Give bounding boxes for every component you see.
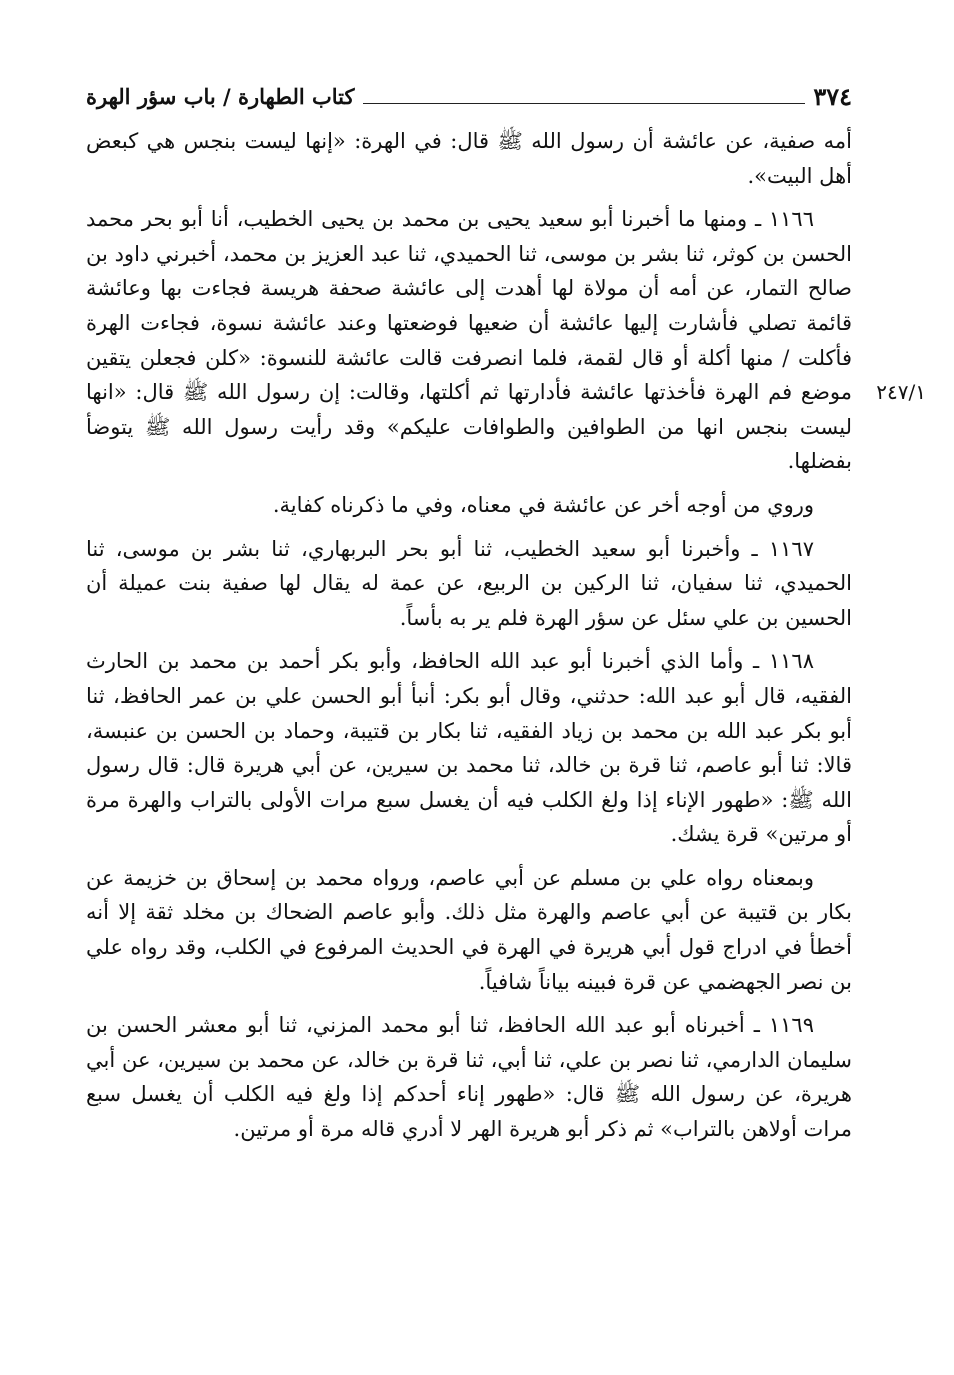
margin-reference: ٢٤٧/١ <box>876 380 926 404</box>
paragraph-hadith-1166: ١١٦٦ ـ ومنها ما أخبرنا أبو سعيد يحيى بن محمد بن يحيى الخطيب، أنا أبو بحر محمد الحسن بن كوثر، ثنا بشر بن موسى، ثنا الحميدي، ثنا عبد العزيز بن محمد، أخبرني داود بن صالح التمار، عن أمه أن مولاة لها أهدت إلى عائشة صحفة هريسة فجاءت بها وعائشة قائمة تصلي فأشارت إليها عائشة أن ضعيها فوضعتها وعند عائشة نسوة، فجاءت الهرة فأكلت / منها أكلة أو قال لقمة، فلما انصرفت قالت عائشة للنسوة: «كلن فجعلن يتقين موضع فم الهرة فأخذتها عائشة فأدارتها ثم أكلتها، وقالت: إن رسول الله ﷺ قال: «انها ليست بنجس انها من الطوافين والطوافات عليكم» وقد رأيت رسول الله ﷺ يتوضأ بفضلها. <box>86 207 852 474</box>
paragraph-hadith-1169: ١١٦٩ ـ أخبرناه أبو عبد الله الحافظ، ثنا أبو محمد المزني، ثنا أبو معشر الحسن بن سليمان الدارمي، ثنا نصر بن علي، ثنا أبي، ثنا قرة بن خالد، عن محمد بن سيرين، عن أبي هريرة، عن رسول الله ﷺ قال: «طهور إناء أحدكم إذا ولغ فيه الكلب أن يغسل سبع مرات أولاهن بالتراب» ثم ذكر أبو هريرة الهر لا أدري قاله مرة أو مرتين. <box>86 1013 853 1142</box>
paragraph-commentary: وبمعناه رواه علي بن مسلم عن أبي عاصم، ورواه محمد بن إسحاق بن خزيمة عن بكار بن قتيبة عن أبي عاصم والهرة مثل ذلك. وأبو عاصم الضحاك بن مخلد ثقة إلا أنه أخطأ في ادراج قول أبي هريرة في الهرة في الحديث المرفوع في الكلب، وقد رواه علي بن نصر الجهضمي عن قرة فبينه بياناً شافياً. <box>86 865 852 994</box>
paragraph-note: وروي من أوجه أخر عن عائشة في معناه، وفي ما ذكرناه كفاية. <box>272 492 814 517</box>
page-header <box>86 72 852 112</box>
paragraph-hadith-1168: ١١٦٨ ـ وأما الذي أخبرنا أبو عبد الله الحافظ، وأبو بكر أحمد بن محمد بن الحارث الفقيه، قال أبو عبد الله: حدثني، وقال أبو بكر: أنبأ أبو الحسن علي بن عمر الحافظ، ثنا أبو بكر عبد الله بن محمد بن زياد الفقيه، ثنا بكار بن قتيبة، وحماد بن الحسن بن عنبسة، قالا: ثنا أبو عاصم، ثنا قرة بن خالد، ثنا محمد بن سيرين، عن أبي هريرة قال: قال رسول الله ﷺ: «طهور الإناء إذا ولغ الكلب فيه أن يغسل سبع مرات الأولى بالتراب والهرة مرة أو مرتين» قرة يشك. <box>86 649 852 847</box>
running-title: كتاب الطهارة / باب سؤر الهرة <box>86 84 355 109</box>
paragraph-continuation: أمه صفية، عن عائشة أن رسول الله ﷺ قال: في الهرة: «إنها ليست بنجس هي كبعض أهل البيت». <box>86 129 852 188</box>
header-rule <box>363 103 806 104</box>
page-number: ٣٧٤ <box>813 82 852 111</box>
paragraph-hadith-1167: ١١٦٧ ـ وأخبرنا أبو سعيد الخطيب، ثنا أبو بحر البربهاري، ثنا بشر بن موسى، ثنا الحميدي، ثنا سفيان، ثنا الركين بن الربيع، عن عمة له يقال لها صفية بنت عميلة أن الحسين بن علي سئل عن سؤر الهرة فلم ير به بأساً. <box>86 536 852 630</box>
page-body <box>86 124 852 1156</box>
